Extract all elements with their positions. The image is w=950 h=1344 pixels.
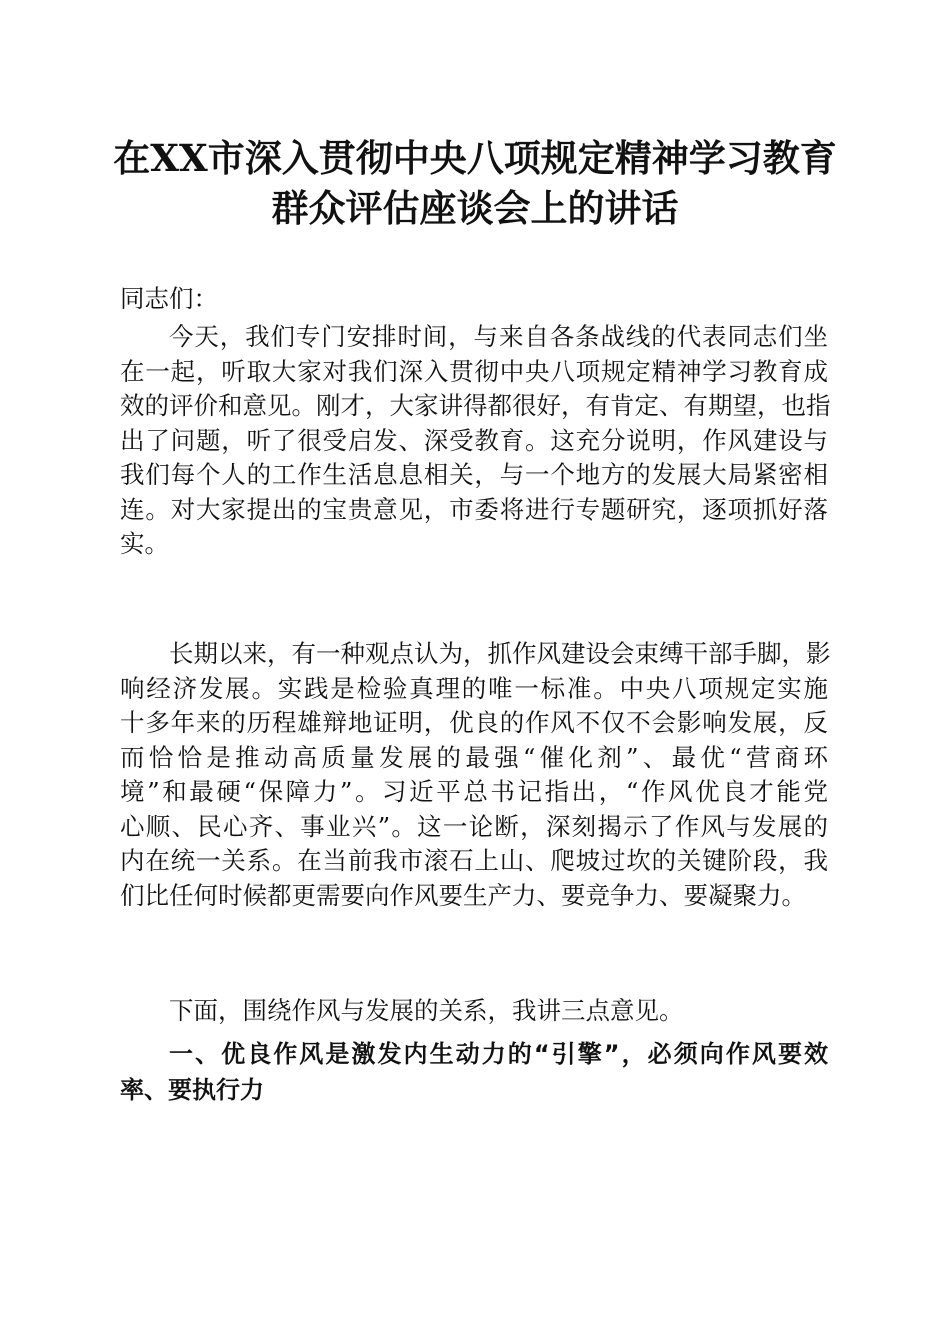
paragraph-line: 在一起，听取大家对我们深入贯彻中央八项规定精神学习教育成 [120, 356, 828, 386]
paragraph-line: 十多年来的历程雄辩地证明，优良的作风不仅不会影响发展，反 [120, 708, 828, 737]
section-heading-1 [120, 1036, 828, 1108]
paragraph-line: 今天，我们专门安排时间，与来自各条战线的代表同志们坐 [169, 322, 828, 351]
paragraph-line: 们比任何时候都更需要向作风要生产力、要竞争力、要凝聚力。 [120, 880, 806, 910]
paragraph-line: 效的评价和意见。刚才，大家讲得都很好，有肯定、有期望，也指 [120, 391, 831, 420]
paragraph-line: 实。 [120, 529, 169, 558]
paragraph-line: 内在统一关系。在当前我市滚石上山、爬坡过坎的关键阶段，我 [120, 846, 828, 875]
paragraph-line: 而恰恰是推动高质量发展的最强“催化剂”、最优“营商环 [120, 742, 828, 772]
greeting: 同志们： [120, 284, 218, 313]
paragraph-line: 心顺、民心齐、事业兴”。这一论断，深刻揭示了作风与发展的 [120, 811, 828, 841]
paragraph-1 [120, 320, 831, 562]
paragraph-line: 下面，围绕作风与发展的关系，我讲三点意见。 [169, 996, 684, 1025]
paragraph-2 [120, 637, 831, 913]
heading-line: 率、要执行力 [120, 1076, 264, 1104]
paragraph-line: 连。对大家提出的宝贵意见，市委将进行专题研究，逐项抓好落 [120, 494, 828, 524]
paragraph-line: 我们每个人的工作生活息息相关，与一个地方的发展大局紧密相 [120, 460, 828, 489]
paragraph-line: 响经济发展。实践是检验真理的唯一标准。中央八项规定实施 [120, 673, 828, 703]
paragraph-3 [120, 994, 828, 1029]
paragraph-line: 长期以来，有一种观点认为，抓作风建设会束缚干部手脚，影 [169, 639, 831, 668]
document-title-line-2: 群众评估座谈会上的讲话 [271, 186, 679, 230]
document-title-line-1: 在XX市深入贯彻中央八项规定精神学习教育 [113, 136, 837, 180]
paragraph-line: 境”和最硬“保障力”。习近平总书记指出，“作风优良才能党 [120, 777, 828, 806]
paragraph-line: 出了问题，听了很受启发、深受教育。这充分说明，作风建设与 [120, 425, 828, 455]
heading-line: 一、优良作风是激发内生动力的“引擎”，必须向作风要效 [169, 1040, 828, 1068]
